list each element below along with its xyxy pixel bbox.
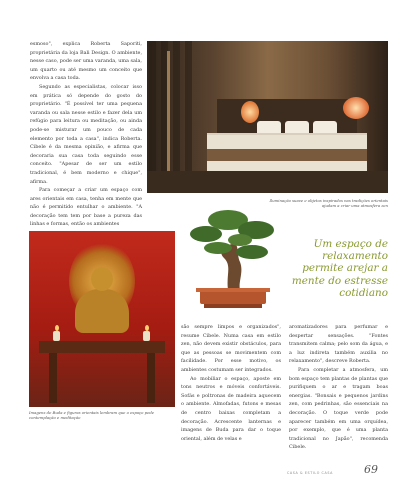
paragraph: Segundo as especialistas, colocar isso em prática só depende do gosto do proprietário. "É possível ter uma pequena varanda ou sala nesse estilo e fazer dela um refúgio para leitura ou meditação, ou ainda pode-se misturar um pouco de cada elemento por toda a casa", indica Roberta. Cibele é da mesma opinião, e afirma que decoraria sua casa toda seguindo esse conceito. "Apesar de ser um estilo tradicional, é bem moderno e chique", afirma. (30, 83, 142, 185)
lantern-left (241, 101, 259, 123)
photo-caption-bottom: Imagens de Buda e figuras orientais lembram que o espaço pede contemplação e meditação (29, 410, 154, 421)
lantern-right (343, 97, 369, 119)
paragraph: aromatizadores para perfumar e despertar sensações. "Fontes transmitem calma; pelo som da água, e a luz indireta também auxilia no relaxamento", descreve Roberta. (289, 324, 388, 365)
paragraph: esmoso", explica Roberta Saporiti, proprietária da loja Bali Design. O ambiente, nesse caso, pode ser uma varanda, uma sala, um quarto ou até mesmo um conceito que envolva a casa toda. (30, 41, 142, 82)
pull-quote: Um espaço de relaxamento permite arejar a mente do estresse cotidiano (291, 238, 388, 299)
buddha-photo (29, 231, 175, 407)
buddha-statue (75, 289, 129, 333)
body-text-column-middle (181, 323, 281, 443)
body-text-column-right (289, 323, 388, 452)
paragraph: são sempre limpos e organizados", resume Cibele. Numa casa em estilo zen, não devem existir obstáculos, para que as pessoas se movimentem com facilidade. Por esse motivo, os ambientes costumam ser integrados. (181, 324, 281, 373)
photo-caption-top: Iluminação suave e objetos inspirados nas tradições orientais ajudam a criar uma atmosfera zen (269, 198, 388, 209)
page-number: 69 (364, 463, 378, 476)
bonsai-image (188, 204, 278, 312)
paragraph: Ao mobiliar o espaço, aposte em tons neutros e móveis confortáveis. Sofás e poltronas de madeira aquecem o ambiente. Almofadas, futons e mesas de centro baixas completam a decoração. Acrescente lanternas e imagens de Buda para dar o toque oriental, além de velas e (181, 375, 281, 442)
running-footer: CASA & ESTILO CASA (287, 471, 333, 475)
bedroom-photo (147, 41, 388, 193)
paragraph: Para completar a atmosfera, um bom espaço tem plantas de plantas que purifiquem o ar e tragam boas energias. "Bonsais e pequenos jardins zen, com pedrinhas, são essenciais na decoração. O toque verde pode aparecer também em uma orquídea, por exemplo, que é uma planta tradicional no Japão", recomenda Cibele. (289, 366, 388, 451)
paragraph: Para começar a criar um espaço com ares orientais em casa, tenha em mente que não é permitido entulhar o ambiente. "A decoração tem tem por base a pureza das linhas e formas, então os ambientes (30, 187, 142, 228)
body-text-column-top (30, 40, 142, 229)
